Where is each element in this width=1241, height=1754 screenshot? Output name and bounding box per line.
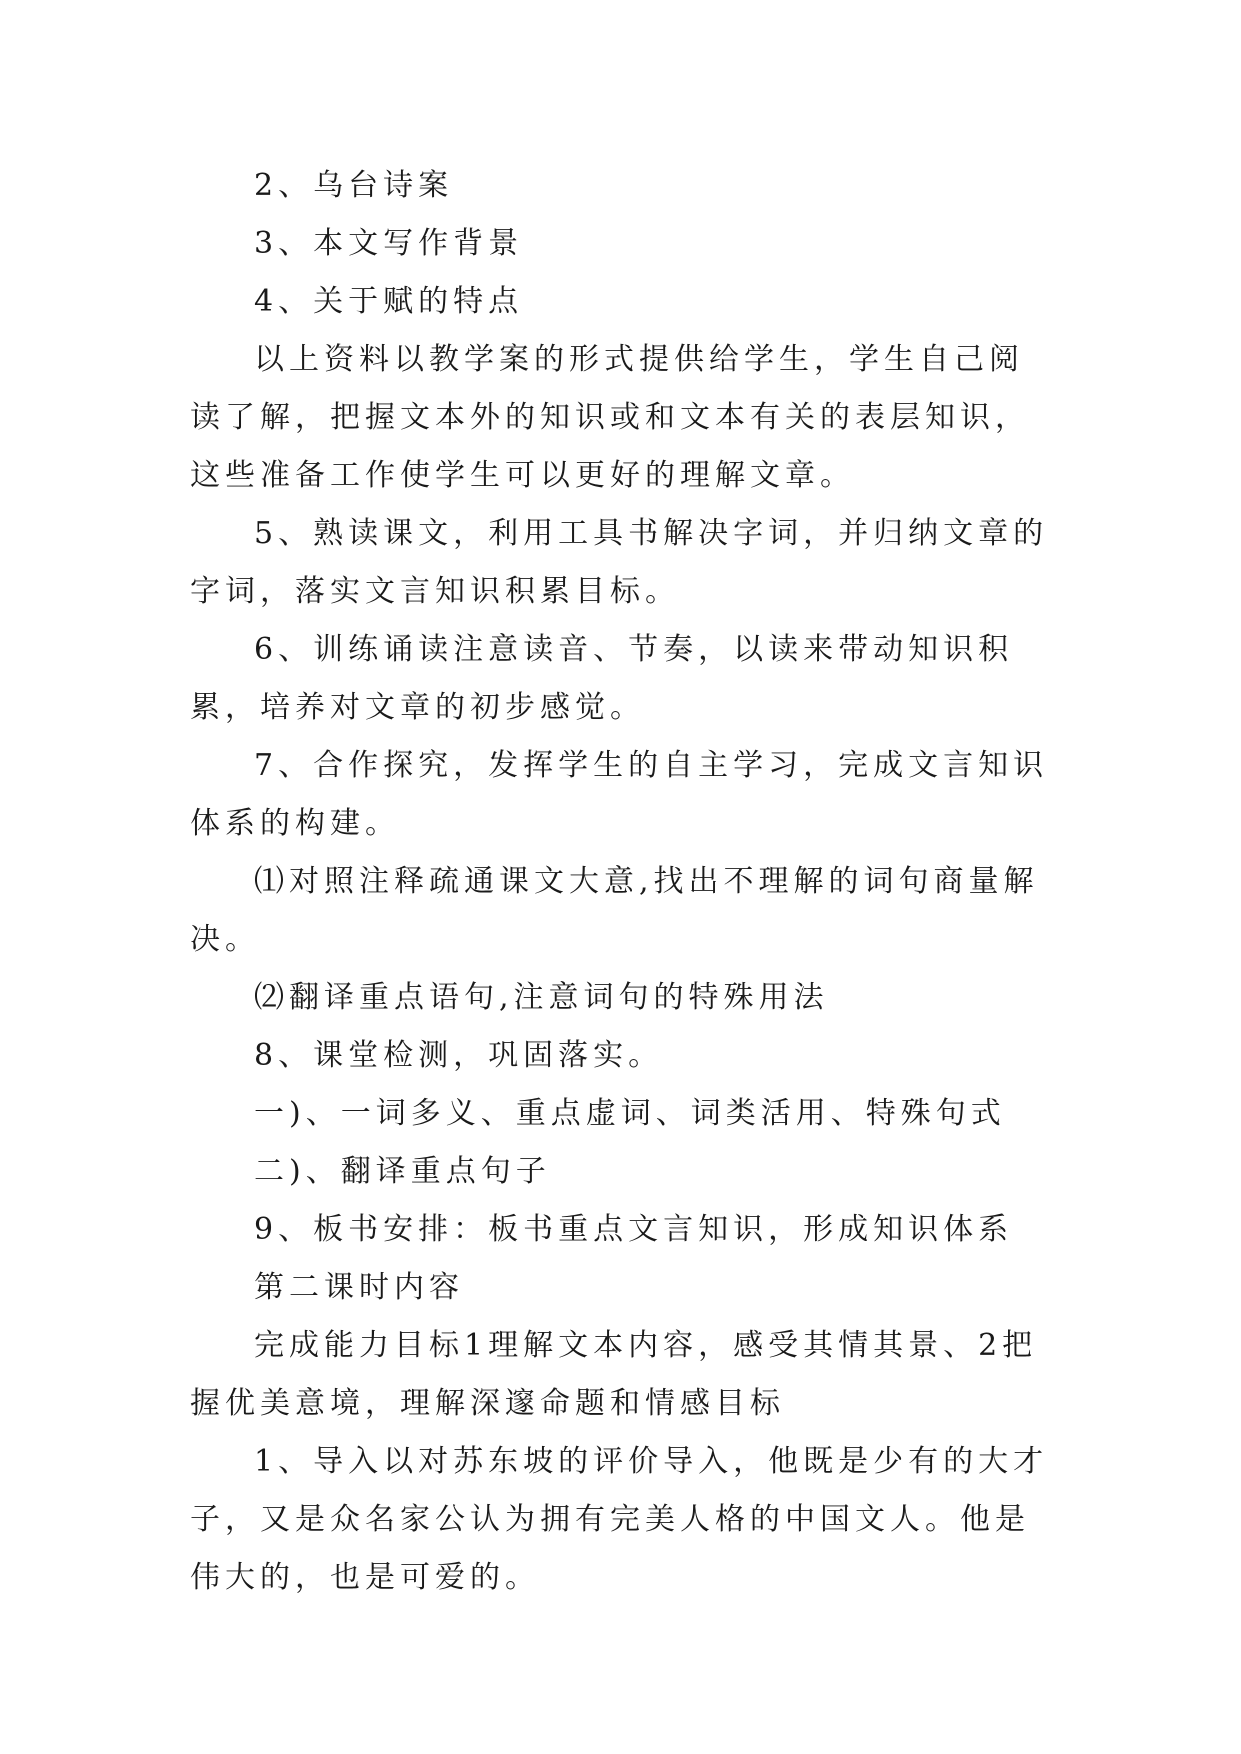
paragraph-subitem-2: ⑵翻译重点语句,注意词句的特殊用法 <box>254 980 829 1015</box>
paragraph-section-one: 一)、一词多义、重点虚词、词类活用、特殊句式 <box>254 1096 1006 1131</box>
paragraph-item-4: 4、关于赋的特点 <box>254 284 524 319</box>
paragraph-item-7: 7、合作探究，发挥学生的自主学习，完成文言知识体系的构建。 <box>190 748 1049 841</box>
paragraph-ability-goals: 完成能力目标1理解文本内容，感受其情其景、2把握优美意境，理解深邃命题和情感目标 <box>190 1328 1038 1421</box>
paragraph-item-6: 6、训练诵读注意读音、节奏，以读来带动知识积累，培养对文章的初步感觉。 <box>190 632 1014 725</box>
paragraph-item-9: 9、板书安排：板书重点文言知识，形成知识体系 <box>254 1212 1014 1247</box>
paragraph-introduction: 1、导入以对苏东坡的评价导入，他既是少有的大才子，又是众名家公认为拥有完美人格的中国文人。他是伟大的，也是可爱的。 <box>190 1444 1049 1595</box>
paragraph-item-8: 8、课堂检测，巩固落实。 <box>254 1038 664 1073</box>
paragraph-second-lesson-heading: 第二课时内容 <box>254 1270 464 1305</box>
paragraph-subitem-1: ⑴对照注释疏通课文大意,找出不理解的词句商量解决。 <box>190 864 1039 957</box>
paragraph-materials-note: 以上资料以教学案的形式提供给学生，学生自己阅读了解，把握文本外的知识或和文本有关的表层知识，这些准备工作使学生可以更好的理解文章。 <box>190 342 1030 493</box>
paragraph-section-two: 二)、翻译重点句子 <box>254 1154 551 1189</box>
paragraph-item-3: 3、本文写作背景 <box>254 226 524 261</box>
paragraph-item-5: 5、熟读课文，利用工具书解决字词，并归纳文章的字词，落实文言知识积累目标。 <box>190 516 1049 609</box>
paragraph-item-2: 2、乌台诗案 <box>254 168 454 203</box>
document-body <box>190 157 1056 1607</box>
